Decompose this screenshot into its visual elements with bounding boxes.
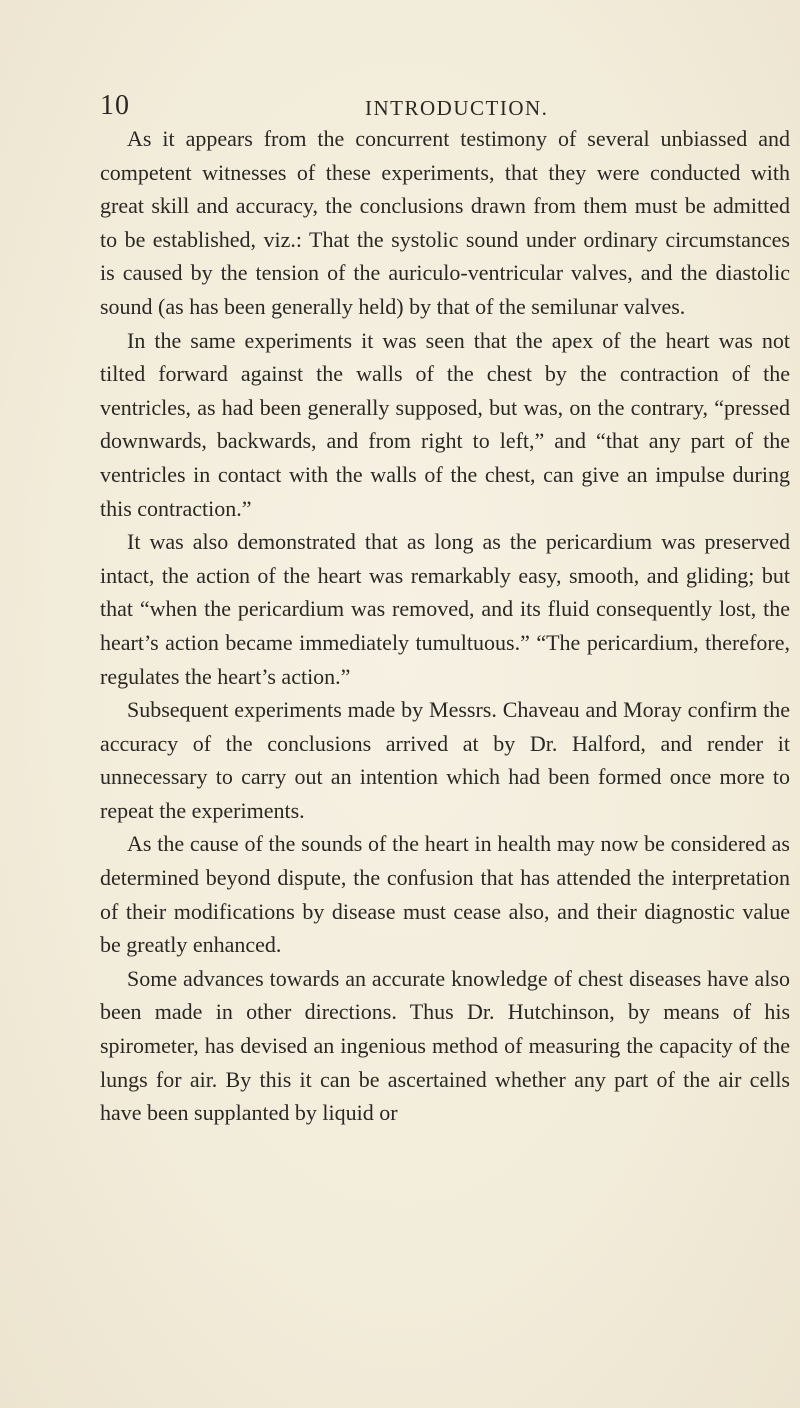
running-title: INTRODUCTION.	[365, 96, 549, 120]
paragraph-4: Subsequent experiments made by Messrs. Chaveau and Moray confirm the accuracy of the conclusions arrived at by Dr. Halford, and render it unnecessary to carry out an intention which had been formed once more to repeat the experiments.	[100, 697, 790, 823]
paragraph-3: It was also demonstrated that as long as the pericardium was preserved intact, the action of the heart was remarkably easy, smooth, and gliding; but that “when the pericardium was removed, and its fluid consequently lost, the heart’s action became immediately tumultuous.” “The pericardium, therefore, regulates the heart’s action.”	[100, 529, 790, 689]
page-number: 10	[100, 90, 130, 121]
body-text	[100, 122, 790, 1130]
paragraph-5: As the cause of the sounds of the heart in health may now be considered as determined beyond dispute, the confusion that has attended the interpretation of their modifications by disease must cease also, and their diagnostic value be greatly enhanced.	[100, 831, 790, 958]
paragraph-2: In the same experiments it was seen that the apex of the heart was not tilted forward against the walls of the chest by the contraction of the ventricles, as had been generally supposed, but was, on the contrary, “pressed downwards, backwards, and from right to left,” and “that any part of the ventricles in contact with the walls of the chest, can give an impulse during this contraction.”	[100, 327, 790, 521]
paragraph-1: As it appears from the concurrent testimony of several unbiassed and competent witnesses of these experiments, that they were conducted with great skill and accuracy, the conclusions drawn from them must be admitted to be established, viz.: That the systolic sound under ordinary circumstances is caused by the tension of the auriculo-ventricular valves, and the diastolic sound (as has been generally held) by that of the semilunar valves.	[100, 126, 790, 319]
paragraph-6: Some advances towards an accurate knowledge of chest diseases have also been made in other directions. Thus Dr. Hutchinson, by means of his spirometer, has devised an ingenious method of measuring the capacity of the lungs for air. By this it can be ascertained whether any part of the air cells have been supplanted by liquid or	[100, 965, 790, 1126]
